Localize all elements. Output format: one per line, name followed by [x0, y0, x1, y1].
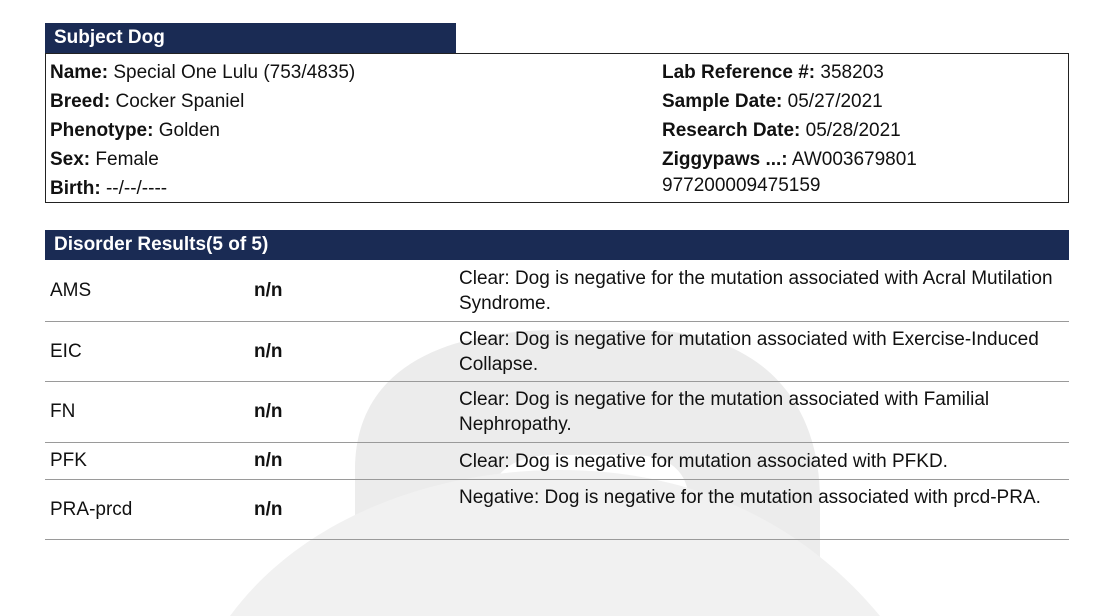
disorder-results-header: Disorder Results(5 of 5): [45, 230, 1069, 260]
result-description: Clear: Dog is negative for the mutation associated with Acral Mutilation Syndrome.: [459, 268, 1053, 314]
genotype-result: n/n: [254, 450, 283, 471]
disorder-code: PRA-prcd: [50, 498, 133, 520]
sample-date-line: [662, 87, 883, 116]
table-row: [45, 260, 1069, 322]
birth-line: [50, 174, 167, 203]
birth-value: --/--/----: [105, 178, 168, 199]
sample-date-value: 05/27/2021: [787, 91, 883, 112]
breed-label: Breed:: [50, 91, 111, 112]
genotype-result: n/n: [254, 401, 283, 422]
research-date-label: Research Date:: [662, 120, 801, 141]
birth-label: Birth:: [50, 178, 101, 199]
lab-reference-line: [662, 58, 884, 87]
lab-reference-label: Lab Reference #:: [662, 62, 816, 83]
lab-reference-value: 358203: [820, 62, 884, 83]
sex-line: [50, 145, 159, 174]
name-line: [50, 58, 355, 87]
table-row: [45, 480, 1069, 540]
research-date-value: 05/28/2021: [805, 120, 901, 141]
breed-line: [50, 87, 244, 116]
sex-value: Female: [95, 149, 159, 170]
phenotype-label: Phenotype:: [50, 120, 154, 141]
disorder-code: FN: [50, 401, 76, 422]
disorder-results-table: [45, 260, 1069, 540]
ziggypaws-label: Ziggypaws ...:: [662, 149, 788, 170]
microchip-number: 977200009475159: [662, 175, 821, 196]
table-row: [45, 322, 1069, 382]
name-label: Name:: [50, 62, 109, 83]
subject-info-box: [45, 53, 1069, 203]
table-row: [45, 443, 1069, 480]
table-row: [45, 382, 1069, 443]
sample-date-label: Sample Date:: [662, 91, 783, 112]
genotype-result: n/n: [254, 340, 283, 362]
breed-value: Cocker Spaniel: [115, 91, 245, 112]
genotype-result: n/n: [254, 498, 283, 520]
result-description: Clear: Dog is negative for the mutation associated with Familial Nephropathy.: [459, 389, 990, 435]
ziggypaws-value: AW003679801: [791, 149, 917, 170]
result-description: Negative: Dog is negative for the mutation associated with prcd-PRA.: [459, 487, 1041, 508]
result-description: Clear: Dog is negative for mutation associated with Exercise-Induced Collapse.: [459, 329, 1039, 375]
sex-label: Sex:: [50, 149, 91, 170]
result-description: Clear: Dog is negative for mutation associated with PFKD.: [459, 451, 948, 472]
disorder-code: EIC: [50, 340, 82, 362]
subject-dog-header: Subject Dog: [45, 23, 456, 53]
research-date-line: [662, 116, 901, 145]
ziggypaws-line: [662, 145, 917, 174]
genotype-result: n/n: [254, 279, 283, 301]
disorder-code: PFK: [50, 450, 87, 471]
phenotype-line: [50, 116, 220, 145]
disorder-code: AMS: [50, 279, 92, 301]
name-value: Special One Lulu (753/4835): [113, 62, 356, 83]
phenotype-value: Golden: [158, 120, 221, 141]
